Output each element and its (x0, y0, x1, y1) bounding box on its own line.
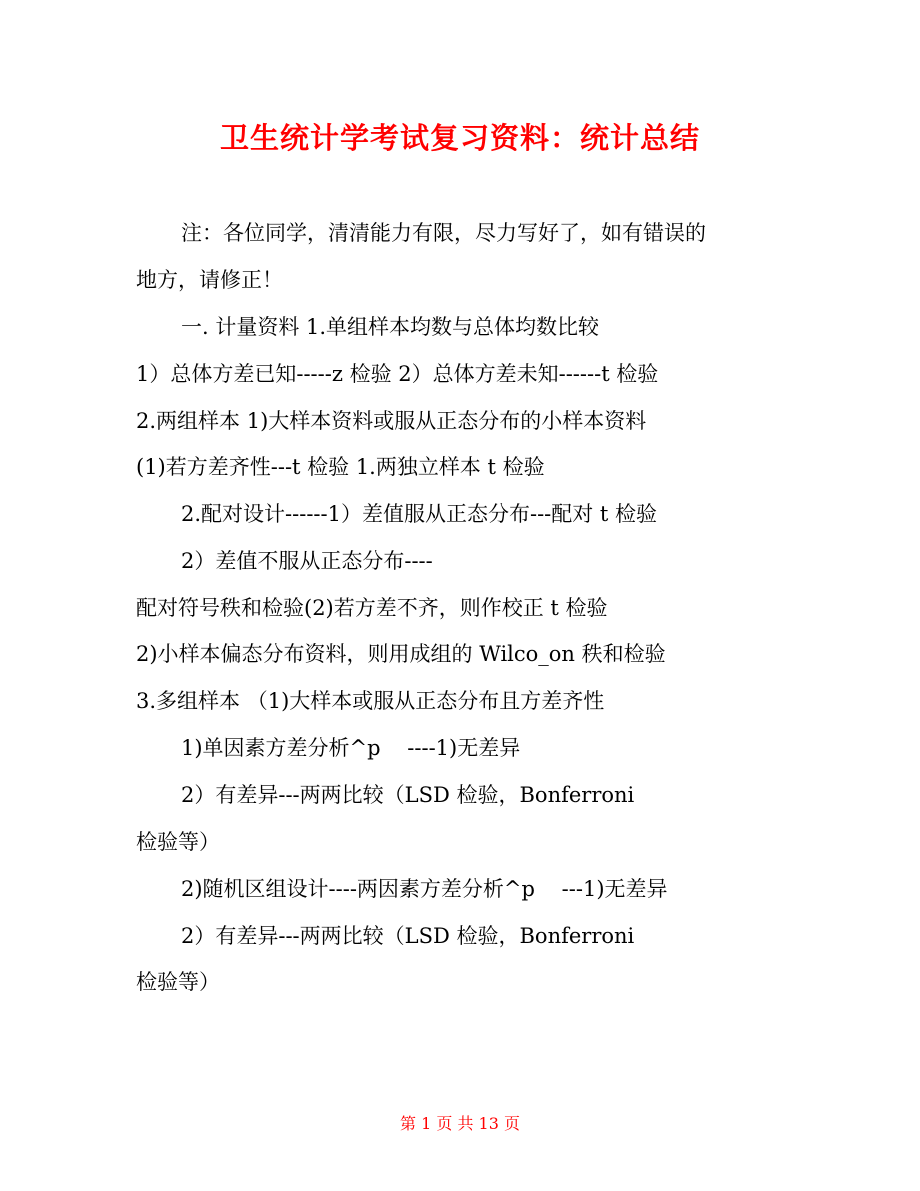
paragraph-line: 1)单因素方差分析^p ----1)无差异 (181, 736, 521, 760)
paragraph-line: 注：各位同学，清清能力有限，尽力写好了，如有错误的 (181, 221, 706, 245)
paragraph-line: 检验等） (136, 830, 220, 854)
paragraph-line: 3.多组样本 （1)大样本或服从正态分布且方差齐性 (136, 689, 605, 713)
paragraph-line: 2)小样本偏态分布资料，则用成组的 Wilco_on 秩和检验 (136, 642, 666, 666)
paragraph-line: 地方，请修正！ (136, 268, 283, 292)
paragraph-line: 2）有差异---两两比较（LSD 检验，Bonferroni (181, 783, 635, 807)
document-title: 卫生统计学考试复习资料：统计总结 (219, 121, 700, 155)
paragraph-line: 1）总体方差已知-----z 检验 2）总体方差未知------t 检验 (136, 362, 659, 386)
paragraph-line: 2）差值不服从正态分布---- (181, 549, 433, 573)
paragraph-line: 2.两组样本 1)大样本资料或服从正态分布的小样本资料 (136, 409, 647, 433)
paragraph-line: 配对符号秩和检验(2)若方差不齐，则作校正 t 检验 (136, 596, 608, 620)
paragraph-line: (1)若方差齐性---t 检验 1.两独立样本 t 检验 (136, 455, 545, 479)
paragraph-line: 检验等） (136, 970, 220, 994)
paragraph-line: 2.配对设计------1）差值服从正态分布---配对 t 检验 (181, 502, 658, 526)
paragraph-line: 一. 计量资料 1.单组样本均数与总体均数比较 (181, 315, 600, 339)
paragraph-line: 2)随机区组设计----两因素方差分析^p ---1)无差异 (181, 877, 668, 901)
paragraph-line: 2）有差异---两两比较（LSD 检验，Bonferroni (181, 924, 635, 948)
page-number-footer: 第 1 页 共 13 页 (400, 1114, 520, 1133)
